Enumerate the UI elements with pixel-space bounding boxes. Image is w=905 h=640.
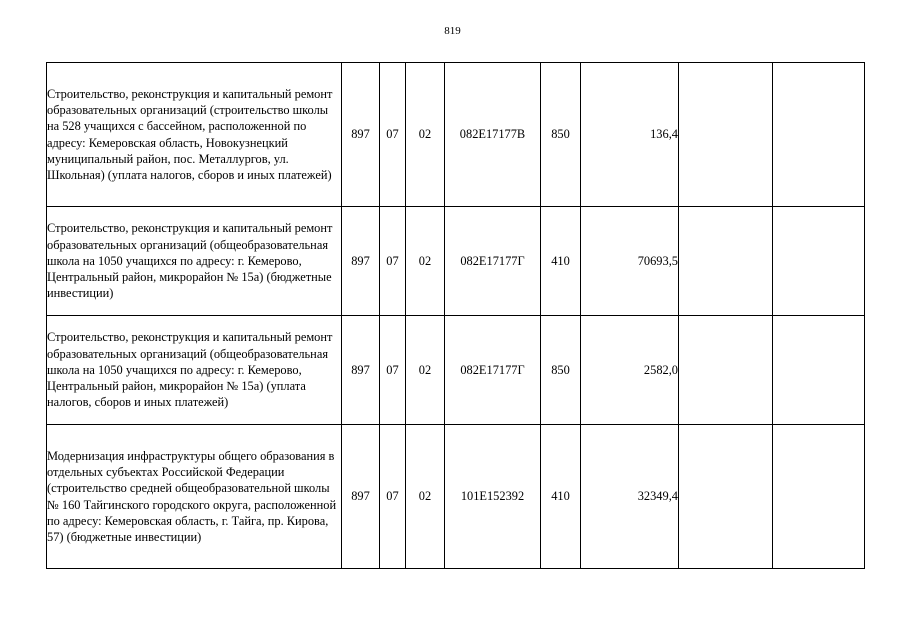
- section-code: 07: [380, 63, 406, 207]
- empty-cell: [773, 425, 865, 569]
- expense-type-code: 410: [541, 207, 581, 316]
- target-code: 082E17177Г: [445, 207, 541, 316]
- subsection-code: 02: [406, 207, 445, 316]
- empty-cell: [773, 207, 865, 316]
- amount: 70693,5: [581, 207, 679, 316]
- expense-type-code: 850: [541, 63, 581, 207]
- ministry-code: 897: [342, 316, 380, 425]
- row-name: Строительство, реконструкция и капитальный ремонт образовательных организаций (общеобразовательная школа на 1050 учащихся по адресу: г. Кемерово, Центральный район, микрорайон № 15а) (уплата налогов, сборов и иных платежей): [47, 316, 342, 425]
- amount: 2582,0: [581, 316, 679, 425]
- section-code: 07: [380, 425, 406, 569]
- page-number: 819: [444, 25, 461, 37]
- row-name: Строительство, реконструкция и капитальный ремонт образовательных организаций (строительство школы на 528 учащихся с бассейном, расположенной по адресу: Кемеровская область, Новокузнецкий муниципальный район, пос. Металлургов, ул. Школьная) (уплата налогов, сборов и иных платежей): [47, 63, 342, 207]
- target-code: 101E152392: [445, 425, 541, 569]
- subsection-code: 02: [406, 425, 445, 569]
- empty-cell: [773, 63, 865, 207]
- target-code: 082E17177B: [445, 63, 541, 207]
- ministry-code: 897: [342, 425, 380, 569]
- amount: 136,4: [581, 63, 679, 207]
- target-code: 082E17177Г: [445, 316, 541, 425]
- empty-cell: [679, 207, 773, 316]
- ministry-code: 897: [342, 63, 380, 207]
- empty-cell: [773, 316, 865, 425]
- section-code: 07: [380, 316, 406, 425]
- ministry-code: 897: [342, 207, 380, 316]
- empty-cell: [679, 316, 773, 425]
- table-row: [47, 63, 865, 207]
- amount: 32349,4: [581, 425, 679, 569]
- expense-type-code: 850: [541, 316, 581, 425]
- expense-type-code: 410: [541, 425, 581, 569]
- row-name: Модернизация инфраструктуры общего образования в отдельных субъектах Российской Федерации (строительство средней общеобразовательной школы № 160 Тайгинского городского округа, расположенной по адресу: Кемеровская область, г. Тайга, пр. Кирова, 57) (бюджетные инвестиции): [47, 425, 342, 569]
- row-name: Строительство, реконструкция и капитальный ремонт образовательных организаций (общеобразовательная школа на 1050 учащихся по адресу: г. Кемерово, Центральный район, микрорайон № 15а) (бюджетные инвестиции): [47, 207, 342, 316]
- subsection-code: 02: [406, 63, 445, 207]
- empty-cell: [679, 63, 773, 207]
- subsection-code: 02: [406, 316, 445, 425]
- section-code: 07: [380, 207, 406, 316]
- empty-cell: [679, 425, 773, 569]
- table-row: [47, 316, 865, 425]
- table-row: [47, 425, 865, 569]
- table-row: [47, 207, 865, 316]
- budget-table: [46, 62, 865, 569]
